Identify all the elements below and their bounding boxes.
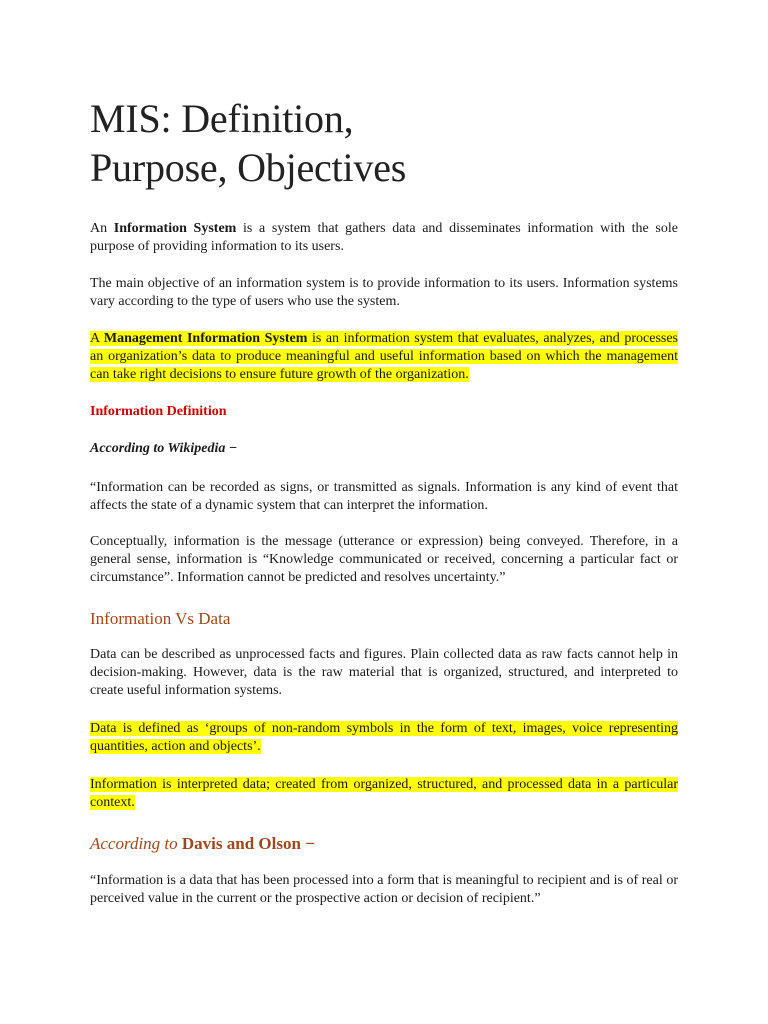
info-system-paragraph (90, 220, 678, 256)
data-description-paragraph: Data can be described as unprocessed facts and figures. Plain collected data as raw facts cannot help in decision-making. However, data is the raw material that is organized, structured, and interpreted to create useful information systems. (90, 647, 678, 698)
information-definition-heading: Information Definition (90, 404, 227, 419)
davis-olson-heading (90, 833, 678, 855)
p1-bold-term: Information System (113, 221, 237, 236)
title-line-2: Purpose, Objectives (90, 145, 407, 190)
wikipedia-quote-1: “Information can be recorded as signs, or transmitted as signals. Information is any kind of event that affects the state of a dynamic system that can interpret the information. (90, 480, 678, 513)
p1-pre: An (90, 221, 114, 236)
davis-heading-names: Davis and Olson (181, 834, 301, 853)
title-line-1: MIS: Definition, (90, 96, 354, 141)
data-definition-text: Data is defined as ‘groups of non-random symbols in the form of text, images, voice representing quantities, action and objects’. (90, 721, 678, 754)
information-vs-data-heading: Information Vs Data (90, 609, 231, 628)
davis-heading-dash: − (300, 834, 315, 853)
p3-pre: A (90, 331, 104, 346)
p3-post: is an information system that evaluates, analyzes, and processes an organization’s data to produce meaningful and useful information based on which the management can take right decisions to ensure future growth of the organization. (90, 331, 678, 382)
objective-paragraph: The main objective of an information system is to provide information to its users. Information systems vary according to the type of users who use the system. (90, 276, 678, 309)
page-title (90, 94, 678, 192)
mis-paragraph (90, 330, 678, 384)
information-interpreted-text: Information is interpreted data; created from organized, structured, and processed data in a particular context. (90, 777, 678, 810)
p3-bold-term: Management Information System (103, 331, 308, 346)
information-interpreted-paragraph (90, 776, 678, 812)
davis-heading-pre: According to (90, 834, 182, 853)
wikipedia-quote-2: Conceptually, information is the message (utterance or expression) being conveyed. Therefore, in a general sense, information is “Knowledge communicated or received, concerning a particular fact or circumstance”. Information cannot be predicted and resolves uncertainty.” (90, 534, 678, 585)
davis-olson-quote: “Information is a data that has been processed into a form that is meaningful to recipient and is of real or perceived value in the current or the prospective action or decision of recipient.” (90, 873, 678, 906)
data-definition-paragraph (90, 720, 678, 756)
wikipedia-heading: According to Wikipedia − (90, 441, 238, 456)
p1-post: is a system that gathers data and disseminates information with the sole purpose of providing information to its users. (90, 221, 678, 254)
